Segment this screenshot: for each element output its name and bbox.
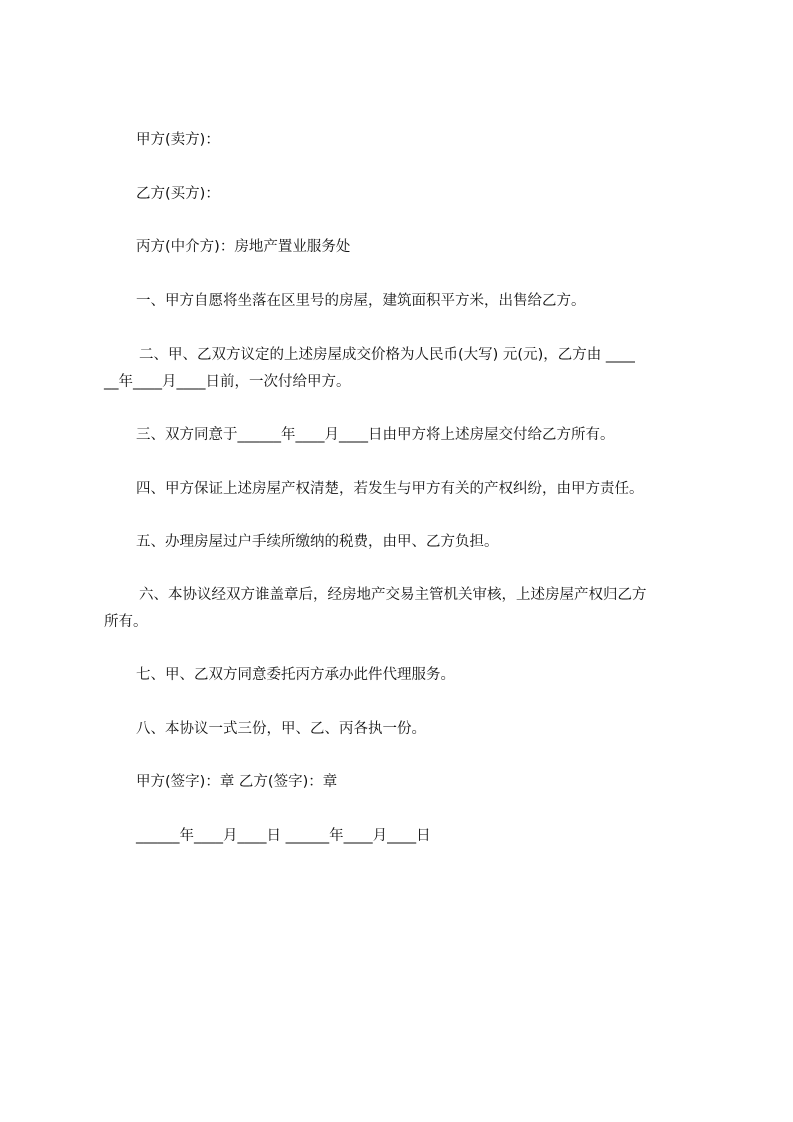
- date-line: ______年____月____日 ______年____月____日: [136, 828, 431, 844]
- clause-6-line-1: 六、本协议经双方谁盖章后，经房地产交易主管机关审核，上述房屋产权归乙方: [139, 587, 647, 603]
- clause-7: 七、甲、乙双方同意委托丙方承办此件代理服务。: [136, 667, 455, 683]
- party-a-line: 甲方(卖方)：: [136, 132, 220, 148]
- signature-line: 甲方(签字)：章 乙方(签字)：章: [136, 774, 338, 790]
- clause-4: 四、甲方保证上述房屋产权清楚，若发生与甲方有关的产权纠纷，由甲方责任。: [136, 481, 644, 497]
- clause-8: 八、本协议一式三份，甲、乙、丙各执一份。: [136, 721, 426, 737]
- party-c-line: 丙方(中介方)：房地产置业服务处: [136, 239, 351, 255]
- clause-2-line-2: __年____月____日前，一次付给甲方。: [104, 374, 351, 390]
- clause-6-line-2: 所有。: [104, 614, 148, 630]
- clause-2-line-1: 二、甲、乙双方议定的上述房屋成交价格为人民币(大写) 元(元)，乙方由 ____: [139, 347, 635, 363]
- clause-3: 三、双方同意于______年____月____日由甲方将上述房屋交付给乙方所有。: [136, 427, 615, 443]
- clause-5: 五、办理房屋过户手续所缴纳的税费，由甲、乙方负担。: [136, 534, 499, 550]
- party-b-line: 乙方(买方)：: [136, 186, 220, 202]
- clause-1: 一、甲方自愿将坐落在区里号的房屋，建筑面积平方米，出售给乙方。: [136, 293, 586, 309]
